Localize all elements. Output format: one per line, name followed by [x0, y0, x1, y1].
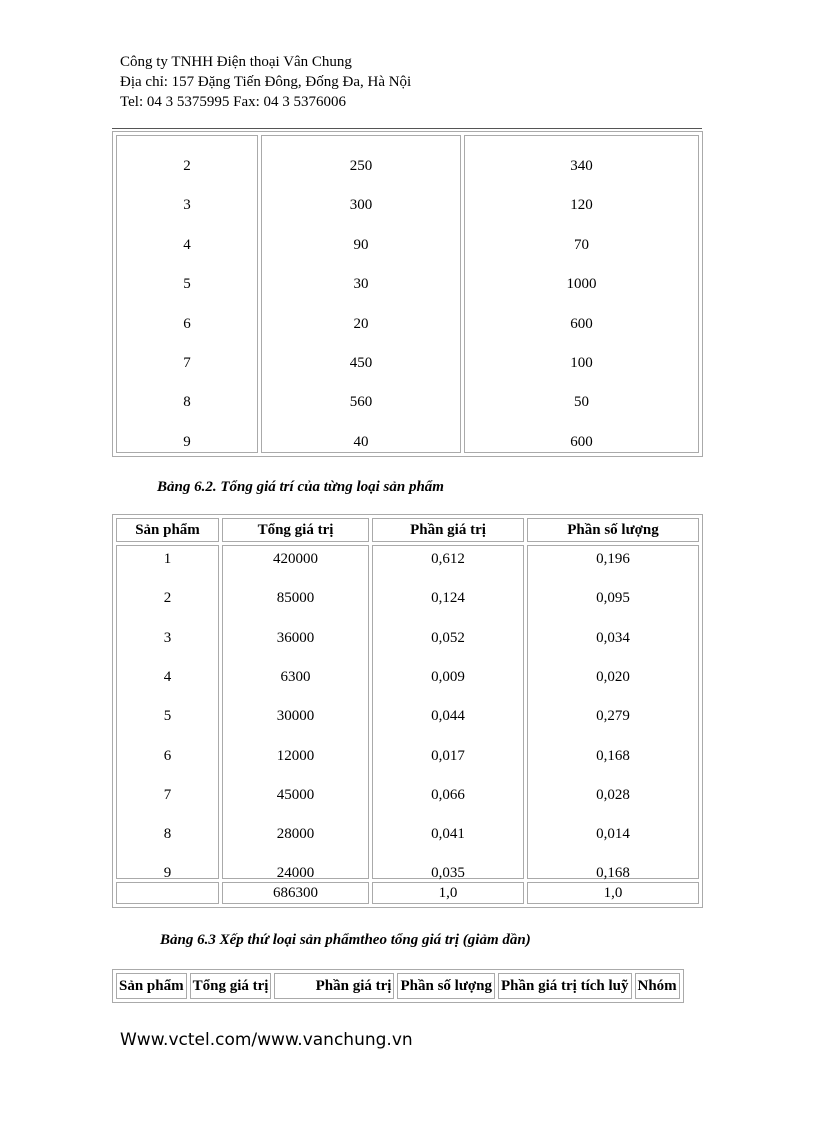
table-cell-value: 90: [353, 236, 369, 253]
t3-header-total: Tổng giá trị: [190, 973, 272, 999]
table-cell-value: 0,034: [596, 629, 630, 646]
table-cell-value: 30: [353, 276, 369, 293]
t2-total-value-share: 1,0: [372, 882, 524, 904]
t3-header-cumulative: Phần giá trị tích luỹ: [498, 973, 632, 999]
company-address: Địa chỉ: 157 Đặng Tiến Đông, Đống Đa, Hà Nội: [120, 74, 412, 90]
table-cell-value: 45000: [276, 786, 315, 803]
table-cell-value: 4: [163, 668, 172, 685]
table-cell-value: 0,124: [431, 590, 465, 607]
table-cell-value: 340: [570, 158, 593, 174]
table-cell-value: 70: [574, 236, 589, 253]
t2-header-product: Sản phẩm: [116, 518, 219, 542]
table-cell-value: 9: [183, 433, 191, 450]
table-cell-value: 0,020: [596, 668, 630, 685]
t2-col-1: [116, 545, 219, 882]
table-cell-value: 2: [163, 590, 172, 607]
table-cell-value: 5: [183, 276, 191, 293]
t1-col-3: [464, 135, 699, 453]
t2-total-sum: 686300: [222, 882, 369, 904]
table-cell-value: 0,196: [596, 551, 630, 567]
table-cell-value: 1: [163, 551, 172, 567]
t2-col-2: [222, 545, 369, 882]
table-cell-value: 560: [349, 394, 373, 411]
table-cell-value: 7: [163, 786, 172, 803]
t1-col-2: [261, 135, 461, 453]
table-cell-value: 8: [183, 394, 191, 411]
table-cell-value: 4: [183, 236, 191, 253]
footer-website: Www.vctel.com/www.vanchung.vn: [120, 1030, 413, 1050]
t3-header-value-share: Phần giá trị: [274, 973, 394, 999]
table-cell-value: 0,066: [431, 786, 465, 803]
table-cell-value: 0,612: [431, 551, 465, 567]
company-name: Công ty TNHH Điện thoại Vân Chung: [120, 54, 352, 70]
table-product-values: [112, 514, 703, 908]
t2-header-qty-share: Phần số lượng: [527, 518, 699, 542]
table-cell-value: 30000: [276, 708, 315, 725]
table-cell-value: 36000: [276, 629, 315, 646]
table3-caption: Bảng 6.3 Xếp thứ loại sản phẩmtheo tổng giá trị (giảm dần): [160, 932, 531, 948]
t2-total-qty-share: 1,0: [527, 882, 699, 904]
table-cell-value: 7: [183, 355, 191, 371]
table-cell-value: 5: [163, 708, 172, 725]
header-divider: [112, 128, 702, 129]
t2-col-4: [527, 545, 699, 882]
table-cell-value: 120: [570, 197, 593, 214]
letterhead: [120, 52, 411, 112]
table-cell-value: 2: [183, 158, 191, 174]
table-cell-value: 0,044: [431, 708, 465, 725]
table-cell-value: 0,014: [596, 826, 630, 843]
t2-total-row: [116, 882, 699, 904]
table-cell-value: 0,168: [596, 865, 630, 882]
table-cell-value: 28000: [276, 826, 315, 843]
table-cell-value: 450: [349, 355, 373, 371]
table-cell-value: 420000: [273, 551, 318, 567]
table-cell-value: 3: [163, 629, 172, 646]
t2-header-total: Tổng giá trị: [222, 518, 369, 542]
table-cell-value: 0,028: [596, 786, 630, 803]
table2-caption: Bảng 6.2. Tổng giá trí của từng loại sản phẩm: [157, 479, 444, 495]
table-cell-value: 0,035: [431, 865, 465, 882]
t3-header-product: Sản phẩm: [116, 973, 187, 999]
table-cell-value: 40: [353, 433, 369, 450]
table-cell-value: 50: [574, 394, 589, 411]
table-cell-value: 0,017: [431, 747, 465, 764]
table-cell-value: 9: [163, 865, 172, 882]
table-cell-value: 0,041: [431, 826, 465, 843]
table-continuation: [112, 131, 703, 457]
table-cell-value: 6300: [280, 668, 311, 685]
table-cell-value: 6: [163, 747, 172, 764]
table-cell-value: 20: [353, 315, 369, 332]
t3-header-group: Nhóm: [635, 973, 680, 999]
table-cell-value: 250: [349, 158, 373, 174]
table-cell-value: 3: [183, 197, 191, 214]
table-ranked-products: [112, 969, 684, 1003]
table-cell-value: 1000: [566, 276, 597, 293]
t2-total-label: [116, 882, 219, 904]
table-cell-value: 0,095: [596, 590, 630, 607]
table-cell-value: 100: [570, 355, 593, 371]
table-cell-value: 600: [570, 315, 593, 332]
t3-header-qty-share: Phần số lượng: [397, 973, 495, 999]
table-cell-value: 0,279: [596, 708, 630, 725]
table-cell-value: 24000: [276, 865, 315, 882]
company-contact: Tel: 04 3 5375995 Fax: 04 3 5376006: [120, 94, 347, 110]
table-cell-value: 0,009: [431, 668, 465, 685]
t1-col-1: [116, 135, 258, 453]
table-cell-value: 85000: [276, 590, 315, 607]
table-cell-value: 0,168: [596, 747, 630, 764]
table-cell-value: 300: [349, 197, 373, 214]
table-cell-value: 0,052: [431, 629, 465, 646]
table-cell-value: 6: [183, 315, 191, 332]
t2-header-value-share: Phần giá trị: [372, 518, 524, 542]
table-cell-value: 8: [163, 826, 172, 843]
table-cell-value: 600: [570, 433, 593, 450]
table-cell-value: 12000: [276, 747, 315, 764]
t2-col-3: [372, 545, 524, 882]
